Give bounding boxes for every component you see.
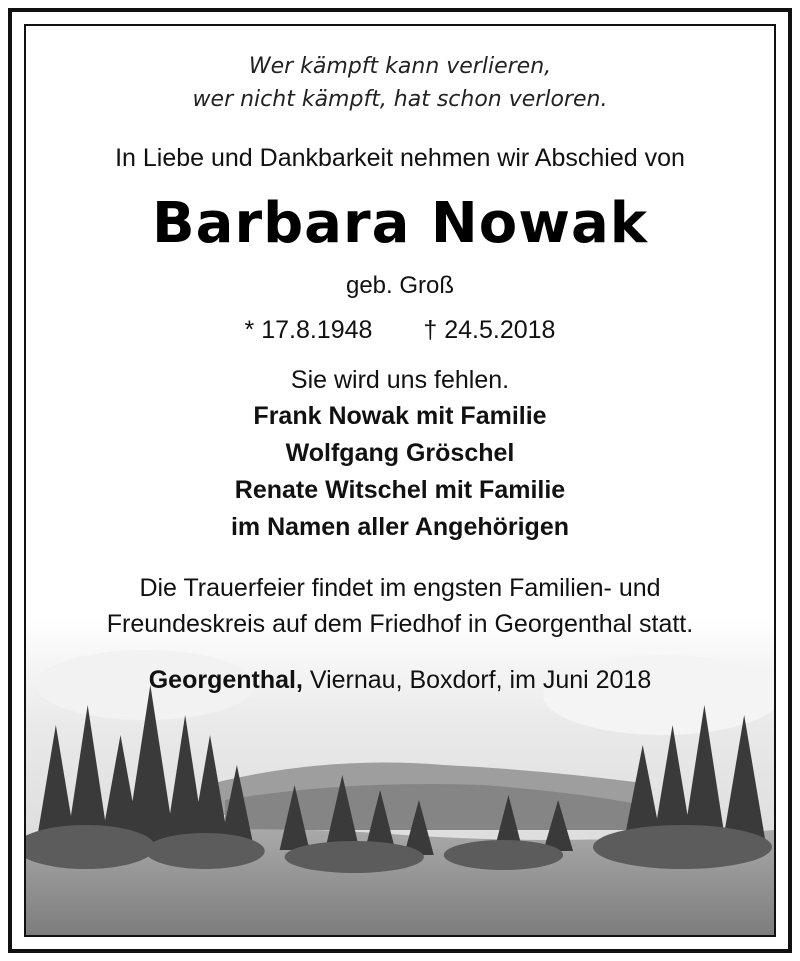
mourner-name: Wolfgang Gröschel (285, 439, 515, 467)
life-dates (26, 316, 774, 345)
birth-date: * 17.8.1948 (244, 316, 373, 344)
deceased-name: Barbara Nowak (152, 191, 648, 256)
motto-line-1: Wer kämpft kann verlieren, (248, 54, 552, 79)
forest-landscape-image (26, 615, 774, 935)
place-rest: Viernau, Boxdorf, im Juni 2018 (309, 666, 652, 694)
place-main: Georgenthal, (148, 666, 303, 694)
ceremony-line-2: Freundeskreis auf dem Friedhof in Georgenthal statt. (106, 610, 694, 638)
motto-quote (26, 50, 774, 116)
mourners-list (26, 398, 774, 546)
death-date: † 24.5.2018 (423, 316, 556, 344)
mourner-name: Renate Witschel mit Familie (234, 476, 566, 504)
obituary-inner-frame (24, 24, 776, 937)
ceremony-notice (26, 570, 774, 642)
place-and-date (26, 666, 774, 695)
obituary-frame (8, 8, 792, 953)
motto-line-2: wer nicht kämpft, hat schon verloren. (192, 87, 608, 112)
mourner-name: Frank Nowak mit Familie (253, 402, 547, 430)
closing-line: Sie wird uns fehlen. (290, 366, 510, 394)
intro-text: In Liebe und Dankbarkeit nehmen wir Abschied von (115, 144, 685, 172)
birth-name: geb. Groß (345, 272, 455, 299)
ceremony-line-1: Die Trauerfeier findet im engsten Familien- und (139, 574, 661, 602)
mourner-name: im Namen aller Angehörigen (230, 513, 570, 541)
